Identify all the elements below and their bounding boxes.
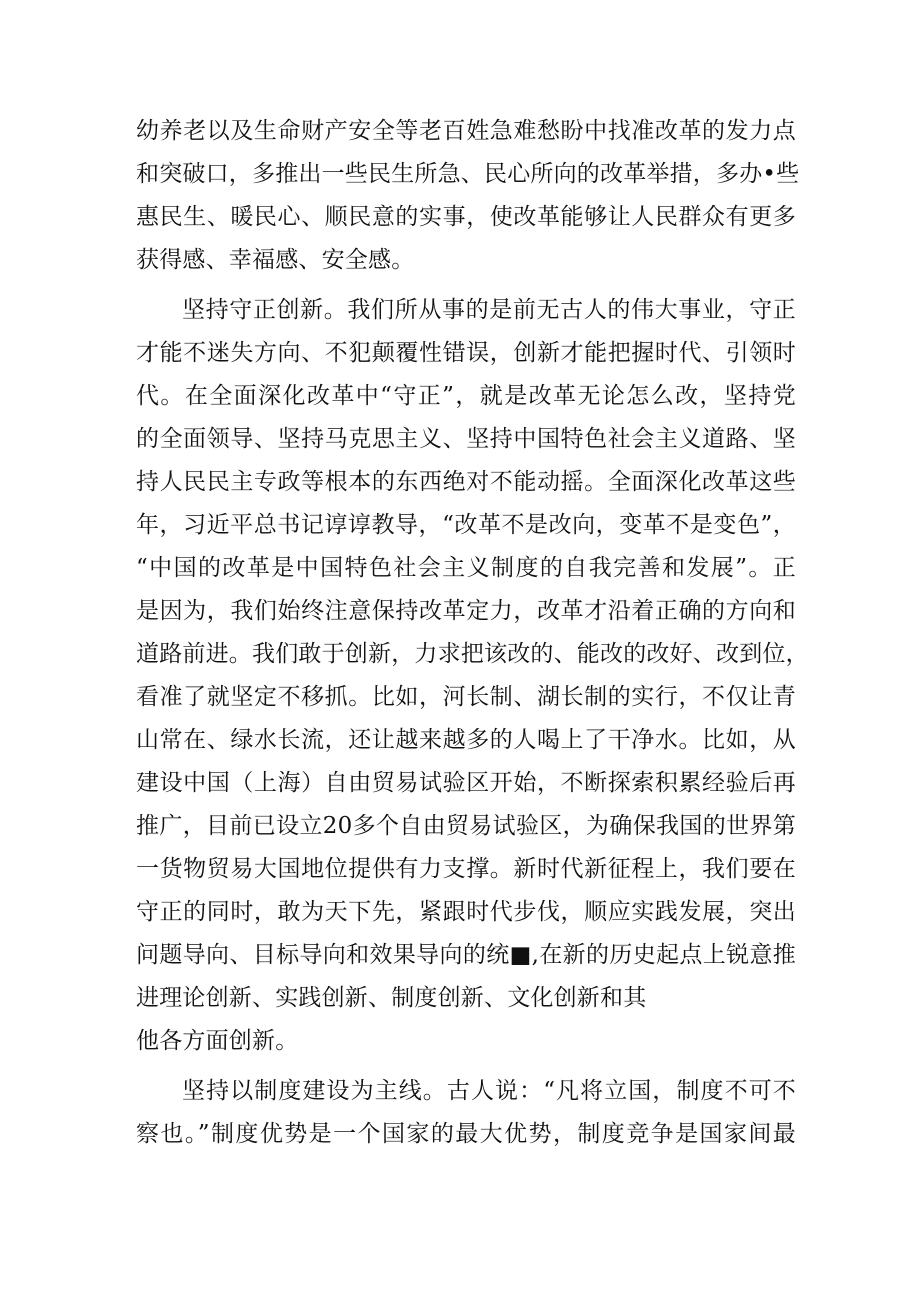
text-line: “中国的改革是中国特色社会主义制度的自我完善和发展”。正 bbox=[136, 555, 796, 581]
text-line: 年，习近平总书记谆谆教导，“改革不是改向，变革不是变色”， bbox=[136, 512, 796, 538]
text-line: 建设中国（上海）自由贸易试验区开始，不断探索积累经验后再 bbox=[136, 770, 796, 796]
text-line: 是因为，我们始终注意保持改革定力，改革才沿着正确的方向和 bbox=[136, 598, 796, 624]
paragraph-first-line: 坚持以制度建设为主线。古人说：“凡将立国，制度不可不 bbox=[182, 1078, 796, 1104]
text-line: 代。在全面深化改革中“守正”，就是改革无论怎么改，坚持党 bbox=[136, 383, 796, 409]
text-line: 守正的同时，敢为天下先，紧跟时代步伐，顺应实践发展，突出 bbox=[136, 899, 796, 925]
text-line: 的全面领导、坚持马克思主义、坚持中国特色社会主义道路、坚 bbox=[136, 426, 796, 452]
text-line: 一货物贸易大国地位提供有力支撑。新时代新征程上，我们要在 bbox=[136, 856, 796, 882]
text-line: 惠民生、暖民心、顺民意的实事，使改革能够让人民群众有更多 bbox=[136, 204, 796, 230]
text-line: 和突破口，多推出一些民生所急、民心所向的改革举措，多办•些 bbox=[136, 161, 800, 187]
text-line: 道路前进。我们敢于创新，力求把该改的、能改的改好、改到位， bbox=[136, 641, 809, 667]
text-line: 才能不迷失方向、不犯颠覆性错误，创新才能把握时代、引领时 bbox=[136, 340, 796, 366]
text-line: 察也。”制度优势是一个国家的最大优势，制度竞争是国家间最 bbox=[136, 1121, 796, 1147]
text-line: 幼养老以及生命财产安全等老百姓急难愁盼中找准改革的发力点 bbox=[136, 118, 796, 144]
text-line: 获得感、幸福感、安全感。 bbox=[136, 247, 415, 273]
text-line: 推广，目前已设立20多个自由贸易试验区，为确保我国的世界第 bbox=[136, 813, 796, 839]
text-line: 看准了就坚定不移抓。比如，河长制、湖长制的实行，不仅让青 bbox=[136, 684, 796, 710]
paragraph-first-line: 坚持守正创新。我们所从事的是前无古人的伟大事业，守正 bbox=[182, 297, 796, 323]
text-line: 山常在、绿水长流，还让越来越多的人喝上了干净水。比如，从 bbox=[136, 727, 796, 753]
text-line: 进理论创新、实践创新、制度创新、文化创新和其 bbox=[136, 985, 647, 1011]
text-line: 问题导向、目标导向和效果导向的统■,在新的历史起点上锐意推 bbox=[136, 942, 796, 968]
text-line: 持人民民主专政等根本的东西绝对不能动摇。全面深化改革这些 bbox=[136, 469, 796, 495]
text-line: 他各方面创新。 bbox=[136, 1028, 299, 1054]
